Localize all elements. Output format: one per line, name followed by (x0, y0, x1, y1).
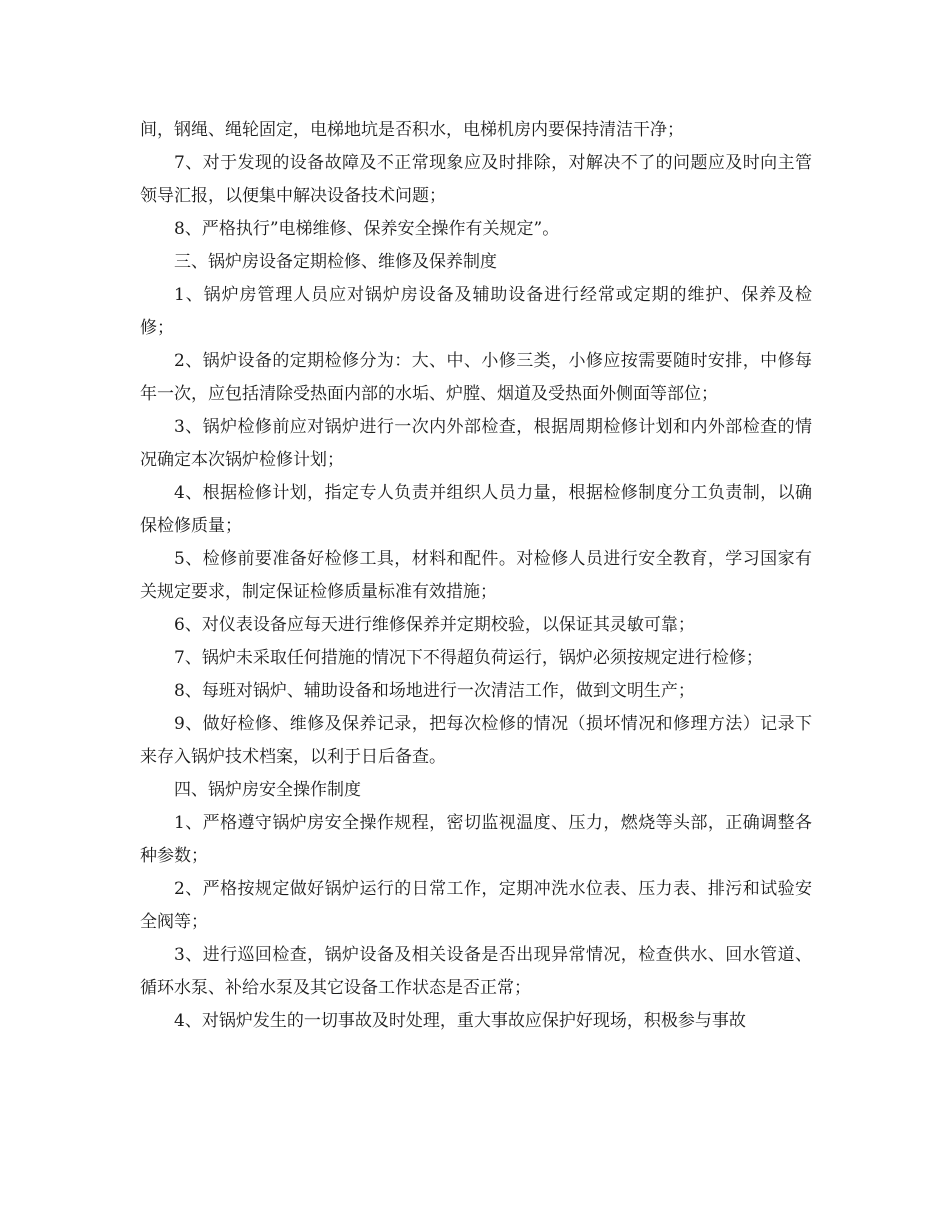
document-body (140, 114, 812, 1038)
paragraph: 7、对于发现的设备故障及不正常现象应及时排除，对解决不了的问题应及时向主管领导汇报，以便集中解决设备技术问题； (140, 153, 812, 206)
paragraph: 4、对锅炉发生的一切事故及时处理，重大事故应保护好现场，积极参与事故 (174, 1011, 746, 1031)
paragraph: 4、根据检修计划，指定专人负责并组织人员力量，根据检修制度分工负责制，以确保检修质量； (140, 483, 812, 536)
paragraph: 5、检修前要准备好检修工具，材料和配件。对检修人员进行安全教育，学习国家有关规定要求，制定保证检修质量标准有效措施； (140, 549, 812, 602)
paragraph: 间，钢绳、绳轮固定，电梯地坑是否积水，电梯机房内要保持清洁干净； (140, 120, 684, 140)
section-heading: 三、锅炉房设备定期检修、维修及保养制度 (174, 252, 497, 272)
paragraph: 3、锅炉检修前应对锅炉进行一次内外部检查，根据周期检修计划和内外部检查的情况确定本次锅炉检修计划； (140, 417, 812, 470)
paragraph: 6、对仪表设备应每天进行维修保养并定期校验，以保证其灵敏可靠； (174, 615, 695, 635)
section-heading: 四、锅炉房安全操作制度 (174, 780, 361, 800)
paragraph: 3、进行巡回检查，锅炉设备及相关设备是否出现异常情况，检查供水、回水管道、循环水泵、补给水泵及其它设备工作状态是否正常； (140, 945, 812, 998)
paragraph: 7、锅炉未采取任何措施的情况下不得超负荷运行，锅炉必须按规定进行检修； (174, 648, 763, 668)
paragraph: 9、做好检修、维修及保养记录，把每次检修的情况（损坏情况和修理方法）记录下来存入锅炉技术档案，以利于日后备查。 (140, 714, 812, 767)
paragraph: 1、锅炉房管理人员应对锅炉房设备及辅助设备进行经常或定期的维护、保养及检修； (140, 285, 812, 338)
paragraph: 8、每班对锅炉、辅助设备和场地进行一次清洁工作，做到文明生产； (174, 681, 695, 701)
paragraph: 2、严格按规定做好锅炉运行的日常工作，定期冲洗水位表、压力表、排污和试验安全阀等； (140, 879, 812, 932)
paragraph: 1、严格遵守锅炉房安全操作规程，密切监视温度、压力，燃烧等头部，正确调整各种参数； (140, 813, 812, 866)
paragraph: 2、锅炉设备的定期检修分为：大、中、小修三类，小修应按需要随时安排，中修每年一次，应包括清除受热面内部的水垢、炉膛、烟道及受热面外侧面等部位； (140, 351, 812, 404)
paragraph: 8、严格执行”电梯维修、保养安全操作有关规定”。 (174, 219, 560, 239)
